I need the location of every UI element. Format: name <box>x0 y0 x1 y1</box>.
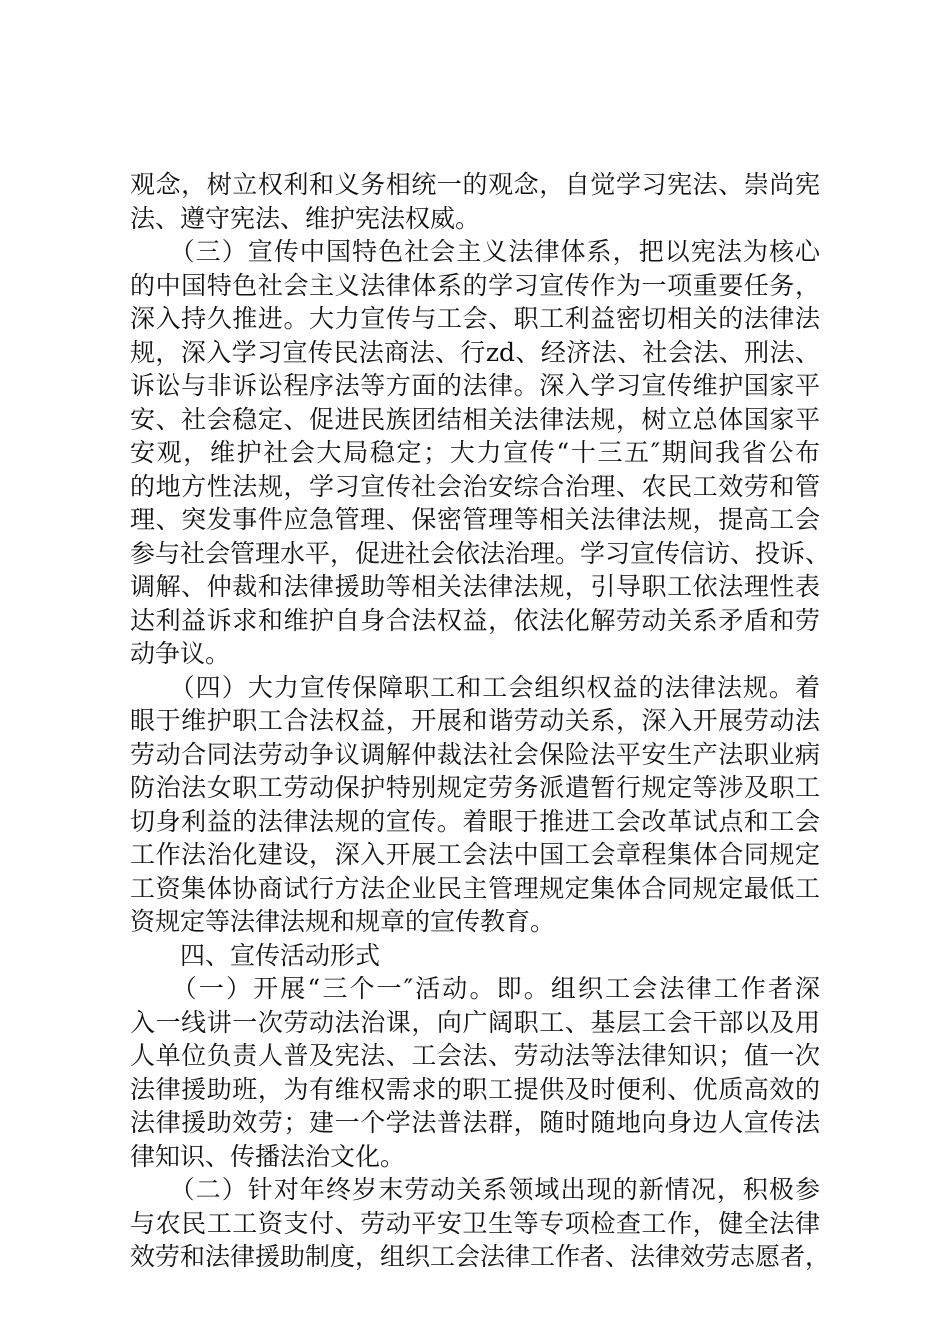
text-line: 防治法女职工劳动保护特别规定劳务派遣暂行规定等涉及职工 <box>130 773 820 802</box>
text-line: 的地方性法规，学习宣传社会治安综合治理、农民工效劳和管 <box>130 471 820 501</box>
text-line: 规，深入学习宣传民法商法、行zd、经济法、社会法、刑法、 <box>130 337 820 367</box>
document-body <box>130 168 831 1274</box>
text-line: （二）针对年终岁末劳动关系领域出现的新情况，积极参 <box>130 1175 820 1204</box>
text-line: 切身利益的法律法规的宣传。着眼于推进工会改革试点和工会 <box>130 806 820 836</box>
text-line: 与农民工工资支付、劳动平安卫生等专项检查工作，健全法律 <box>130 1208 820 1238</box>
text-line: 诉讼与非诉讼程序法等方面的法律。深入学习宣传维护国家平 <box>130 371 820 400</box>
text-line: 入一线讲一次劳动法治课，向广阔职工、基层工会干部以及用 <box>130 1007 820 1037</box>
text-line: 调解、仲裁和法律援助等相关法律法规，引导职工依法理性表 <box>130 572 820 601</box>
text-line: 眼于维护职工合法权益，开展和谐劳动关系，深入开展劳动法 <box>130 706 820 735</box>
text-line: 安观，维护社会大局稳定；大力宣传“十三五″期间我省公布 <box>130 438 820 467</box>
text-line: 观念，树立权利和义务相统一的观念，自觉学习宪法、崇尚宪 <box>130 170 820 199</box>
text-line: 法律援助班，为有维权需求的职工提供及时便利、优质高效的 <box>130 1074 820 1104</box>
text-line: 的中国特色社会主义法律体系的学习宣传作为一项重要任务， <box>130 270 820 300</box>
text-line: 工资集体协商试行方法企业民主管理规定集体合同规定最低工 <box>130 873 820 903</box>
text-line: 工作法治化建设，深入开展工会法中国工会章程集体合同规定 <box>130 840 820 869</box>
section-heading: 四、宣传活动形式 <box>130 940 381 970</box>
text-line: 深入持久推进。大力宣传与工会、职工利益密切相关的法律法 <box>130 304 820 333</box>
text-line: 律知识、传播法治文化。 <box>130 1141 406 1171</box>
text-line: （四）大力宣传保障职工和工会组织权益的法律法规。着 <box>130 672 820 702</box>
text-line: 法律援助效劳；建一个学法普法群，随时随地向身边人宣传法 <box>130 1108 820 1137</box>
text-line: 安、社会稳定、促进民族团结相关法律法规，树立总体国家平 <box>130 404 820 434</box>
text-line: 资规定等法律法规和规章的宣传教育。 <box>130 907 556 936</box>
text-line: 效劳和法律援助制度，组织工会法律工作者、法律效劳志愿者， <box>130 1242 831 1271</box>
text-line: 人单位负责人普及宪法、工会法、劳动法等法律知识；值一次 <box>130 1041 820 1070</box>
text-line: 理、突发事件应急管理、保密管理等相关法律法规，提高工会 <box>130 505 820 534</box>
text-line: 参与社会管理水平，促进社会依法治理。学习宣传信访、投诉、 <box>130 538 831 568</box>
text-line: 法、遵守宪法、维护宪法权威。 <box>130 203 481 233</box>
text-line: （一）开展“三个一″活动。即。组织工会法律工作者深 <box>130 974 820 1003</box>
text-line: （三）宣传中国特色社会主义法律体系，把以宪法为核心 <box>130 237 820 266</box>
text-line: 达利益诉求和维护自身合法权益，依法化解劳动关系矛盾和劳 <box>130 605 820 635</box>
text-line: 动争议。 <box>130 639 231 668</box>
text-line: 劳动合同法劳动争议调解仲裁法社会保险法平安生产法职业病 <box>130 739 820 769</box>
